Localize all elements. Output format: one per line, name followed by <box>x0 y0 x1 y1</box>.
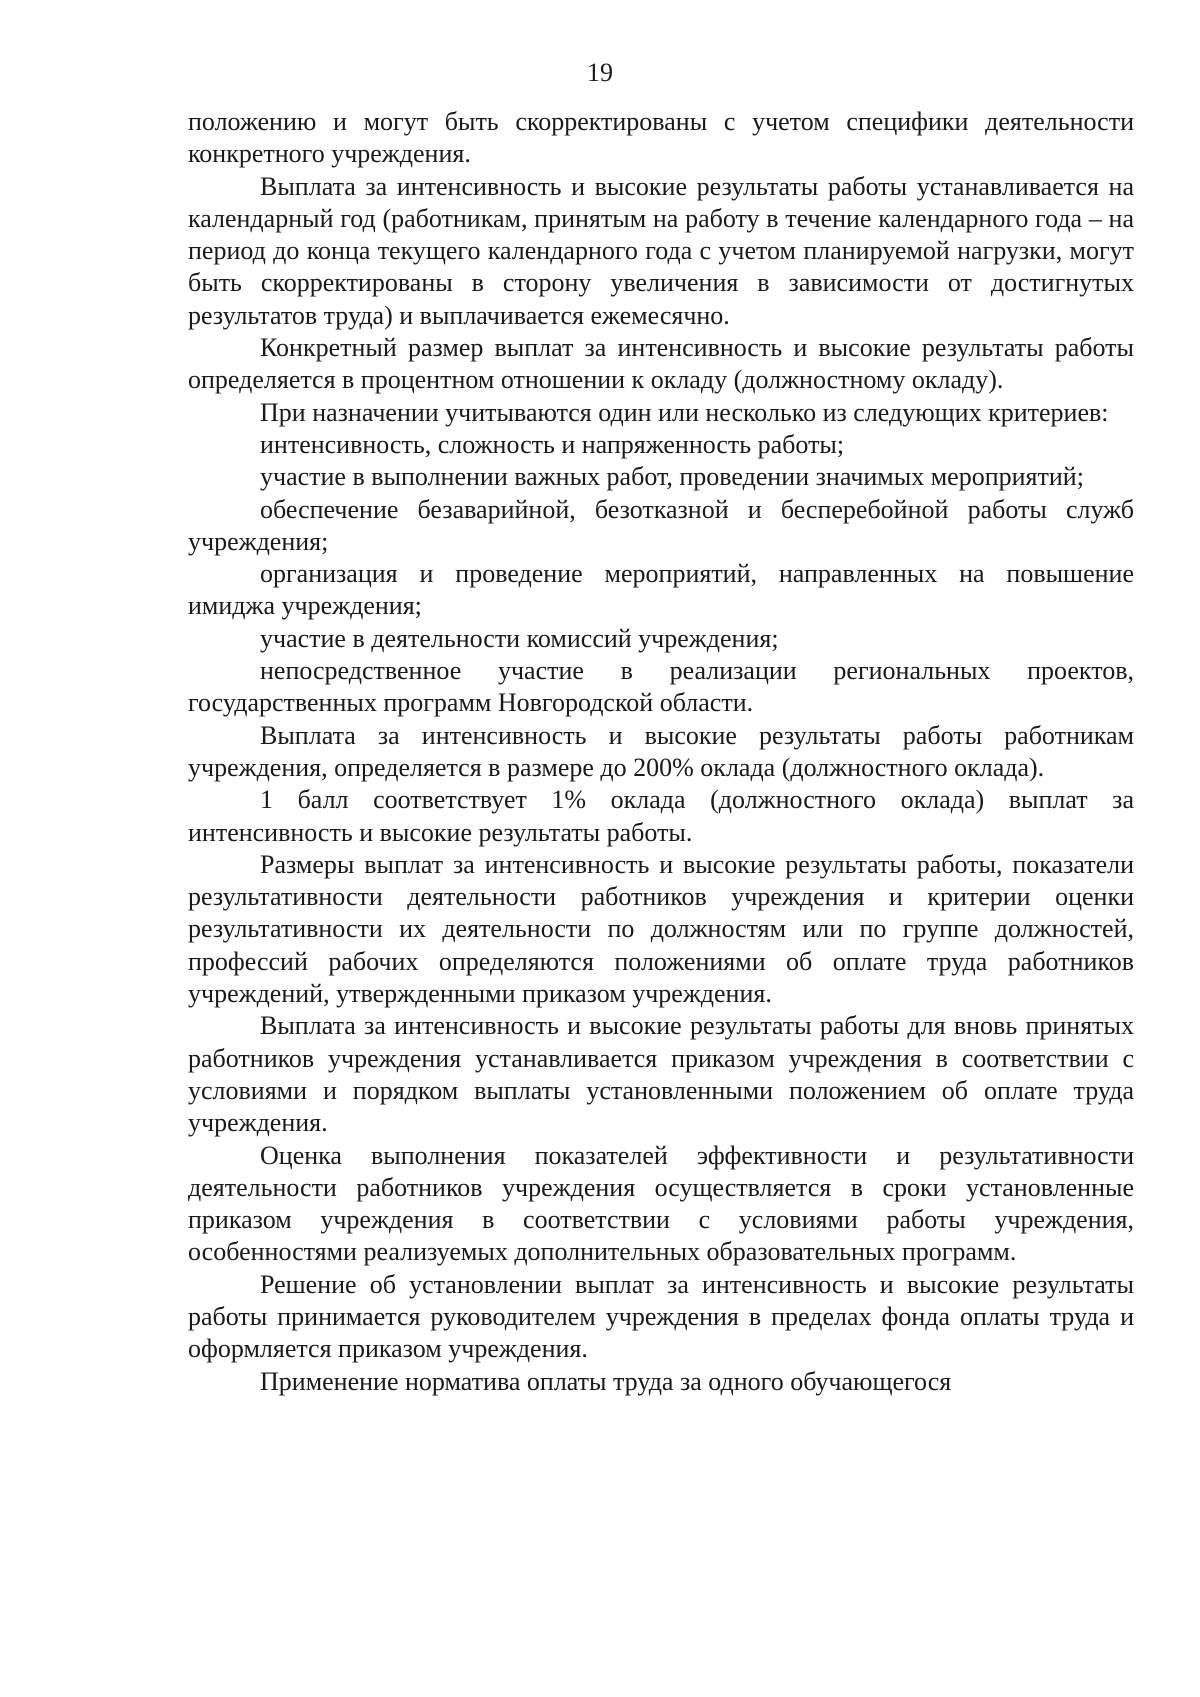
paragraph: Выплата за интенсивность и высокие результаты работы работникам учреждения, определяется в размере до 200% оклада (должностного оклада). <box>188 720 1134 782</box>
paragraph: положению и могут быть скорректированы с учетом специфики деятельности конкретного учреждения. <box>188 107 1134 169</box>
criteria-item: интенсивность, сложность и напряженность работы; <box>260 429 845 459</box>
paragraph: Размеры выплат за интенсивность и высокие результаты работы, показатели результативности деятельности работников учреждения и критерии оценки результативности их деятельности по должностям или по группе должностей, профессий рабочих определяются положениями об оплате труда работников учреждений, утвержденными приказом учреждения. <box>188 849 1134 1009</box>
paragraph: При назначении учитываются один или несколько из следующих критериев: <box>260 397 1109 427</box>
criteria-item: обеспечение безаварийной, безотказной и бесперебойной работы служб учреждения; <box>188 494 1134 556</box>
paragraph: Применение норматива оплаты труда за одного обучающегося <box>260 1366 952 1396</box>
paragraph: Решение об установлении выплат за интенсивность и высокие результаты работы принимается руководителем учреждения в пределах фонда оплаты труда и оформляется приказом учреждения. <box>188 1269 1134 1364</box>
criteria-item: участие в выполнении важных работ, проведении значимых мероприятий; <box>260 462 1084 492</box>
criteria-item: организация и проведение мероприятий, направленных на повышение имиджа учреждения; <box>188 559 1134 621</box>
page-number: 19 <box>587 58 613 87</box>
paragraph: Конкретный размер выплат за интенсивность и высокие результаты работы определяется в процентном отношении к окладу (должностному окладу). <box>188 333 1134 395</box>
criteria-item: участие в деятельности комиссий учреждения; <box>260 623 779 653</box>
paragraph: Оценка выполнения показателей эффективности и результативности деятельности работников учреждения осуществляется в сроки установленные приказом учреждения в соответствии с условиями работы учреждения, особенностями реализуемых дополнительных образовательных программ. <box>188 1140 1134 1267</box>
paragraph: 1 балл соответствует 1% оклада (должностного оклада) выплат за интенсивность и высокие результаты работы. <box>188 785 1134 847</box>
criteria-item: непосредственное участие в реализации региональных проектов, государственных программ Новгородской области. <box>188 656 1134 718</box>
paragraph: Выплата за интенсивность и высокие результаты работы для вновь принятых работников учреждения устанавливается приказом учреждения в соответствии с условиями и порядком выплаты установленными положением об оплате труда учреждения. <box>188 1011 1134 1138</box>
document-body <box>188 106 1134 1398</box>
paragraph: Выплата за интенсивность и высокие результаты работы устанавливается на календарный год (работникам, принятым на работу в течение календарного года – на период до конца текущего календарного года с учетом планируемой нагрузки, могут быть скорректированы в сторону увеличения в зависимости от достигнутых результатов труда) и выплачивается ежемесячно. <box>188 171 1134 330</box>
